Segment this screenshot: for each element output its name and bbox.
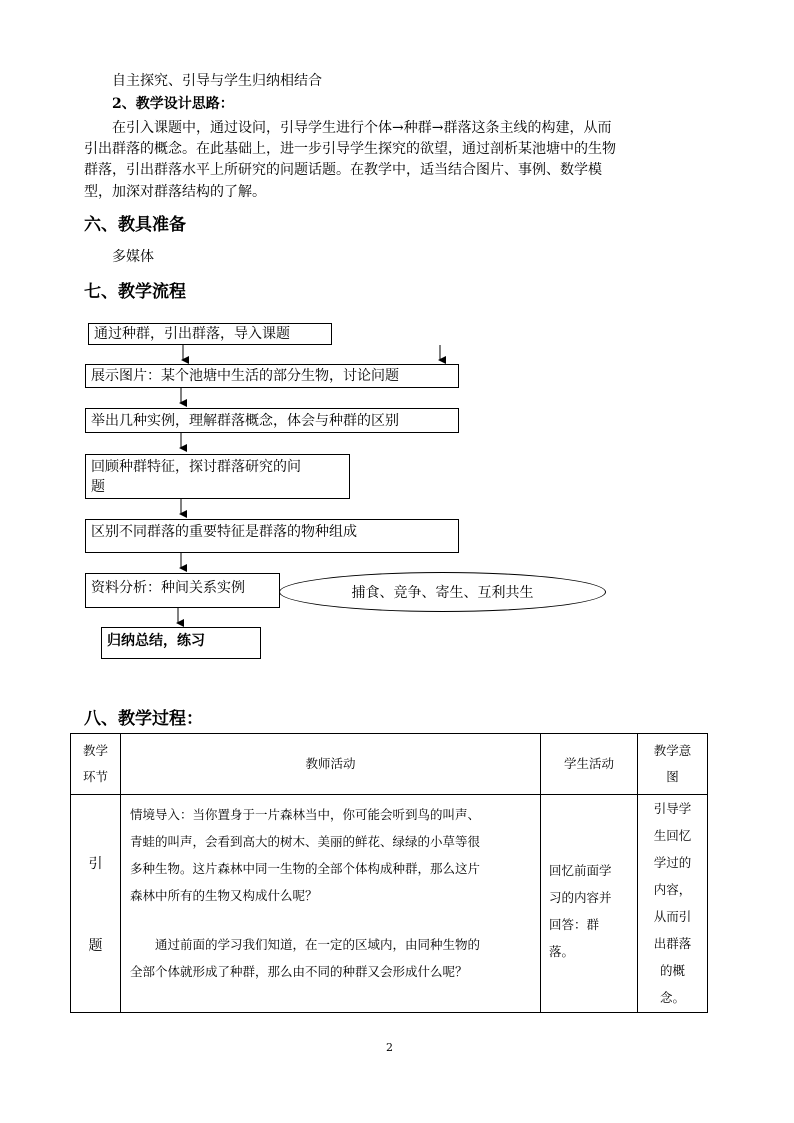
flow-box-examples: 举出几种实例，理解群落概念，体会与种群的区别 — [85, 408, 459, 433]
header-stage — [71, 734, 121, 795]
intent-line-7: 的概 — [659, 963, 685, 978]
section6-content: 多媒体 — [112, 249, 154, 265]
student-line-2: 习的内容并 — [549, 890, 612, 905]
header-student-label: 学生活动 — [563, 756, 614, 771]
teacher-line-3: 多种生物。这片森林中同一生物的全部个体构成种群，那么这片 — [130, 861, 481, 876]
row-stage — [71, 795, 121, 1013]
header-intent-line-2: 图 — [666, 769, 679, 784]
student-line-3: 回答：群 — [549, 917, 600, 932]
section6-title: 六、教具准备 — [84, 215, 186, 235]
intro-line: 自主探究、引导与学生归纳相结合 — [112, 73, 322, 89]
flow-ellipse-relations: 捕食、竞争、寄生、互利共生 — [279, 572, 606, 612]
intent-line-5: 从而引 — [653, 909, 692, 924]
teacher-para2-line-1: 通过前面的学习我们知道，在一定的区域内，由同种生物的 — [155, 937, 481, 952]
flow-box-summary: 归纳总结，练习 — [101, 627, 261, 659]
teacher-para2-line-2: 全部个体就形成了种群，那么由不同的种群又会形成什么呢？ — [130, 964, 468, 979]
design-para-line-3: 群落，引出群落水平上所研究的问题话题。在教学中，适当结合图片、事例、数学模 — [84, 162, 602, 178]
intent-line-4: 内容， — [653, 882, 692, 897]
row-stage-char-2: 题 — [88, 937, 103, 954]
table-header-row — [71, 734, 708, 795]
row-intent — [638, 795, 708, 1013]
student-line-1: 回忆前面学 — [549, 863, 612, 878]
header-teacher — [121, 734, 541, 795]
flow-box-data-analysis: 资料分析：种间关系实例 — [85, 573, 280, 608]
student-line-4: 落。 — [549, 944, 575, 959]
flow-box-review — [85, 454, 350, 499]
design-para-line-2: 引出群落的概念。在此基础上，进一步引导学生探究的欲望，通过剖析某池塘中的生物 — [84, 141, 616, 157]
page-number: 2 — [386, 1041, 393, 1054]
intent-line-3: 学过的 — [653, 855, 692, 870]
table-row — [71, 795, 708, 1013]
teacher-line-2: 青蛙的叫声，会看到高大的树木、美丽的鲜花、绿绿的小草等很 — [130, 834, 481, 849]
flow-box-show-pictures: 展示图片：某个池塘中生活的部分生物，讨论问题 — [85, 364, 459, 388]
header-stage-line-2: 环节 — [82, 769, 108, 784]
flow-box-review-line-2: 题 — [91, 479, 105, 495]
design-para-line-1: 在引入课题中，通过设问，引导学生进行个体→种群→群落这条主线的构建，从而 — [112, 120, 612, 136]
intent-line-8: 念。 — [659, 990, 685, 1005]
section8-title: 八、教学过程： — [84, 709, 203, 729]
header-intent — [638, 734, 708, 795]
flow-box-species-composition: 区别不同群落的重要特征是群落的物种组成 — [85, 519, 459, 553]
design-heading: 2、教学设计思路： — [112, 96, 234, 112]
teacher-line-4: 森林中所有的生物又构成什么呢？ — [130, 888, 318, 903]
flow-box-review-line-1: 回顾种群特征，探讨群落研究的问 — [91, 459, 301, 475]
design-para-line-4: 型，加深对群落结构的了解。 — [84, 184, 266, 200]
header-student — [541, 734, 638, 795]
section7-title: 七、教学流程 — [84, 282, 186, 302]
header-stage-line-1: 教学 — [82, 743, 108, 758]
intent-line-2: 生回忆 — [653, 828, 692, 843]
process-table — [70, 733, 708, 1013]
intent-line-1: 引导学 — [653, 801, 692, 816]
intent-line-6: 出群落 — [653, 936, 692, 951]
teacher-line-1: 情境导入：当你置身于一片森林当中，你可能会听到鸟的叫声、 — [130, 807, 481, 822]
flow-box-intro: 通过种群，引出群落，导入课题 — [88, 323, 332, 345]
header-teacher-label: 教师活动 — [305, 756, 356, 771]
row-teacher — [121, 795, 541, 1013]
row-student — [541, 795, 638, 1013]
header-intent-line-1: 教学意 — [653, 743, 692, 758]
row-stage-char-1: 引 — [88, 855, 103, 872]
